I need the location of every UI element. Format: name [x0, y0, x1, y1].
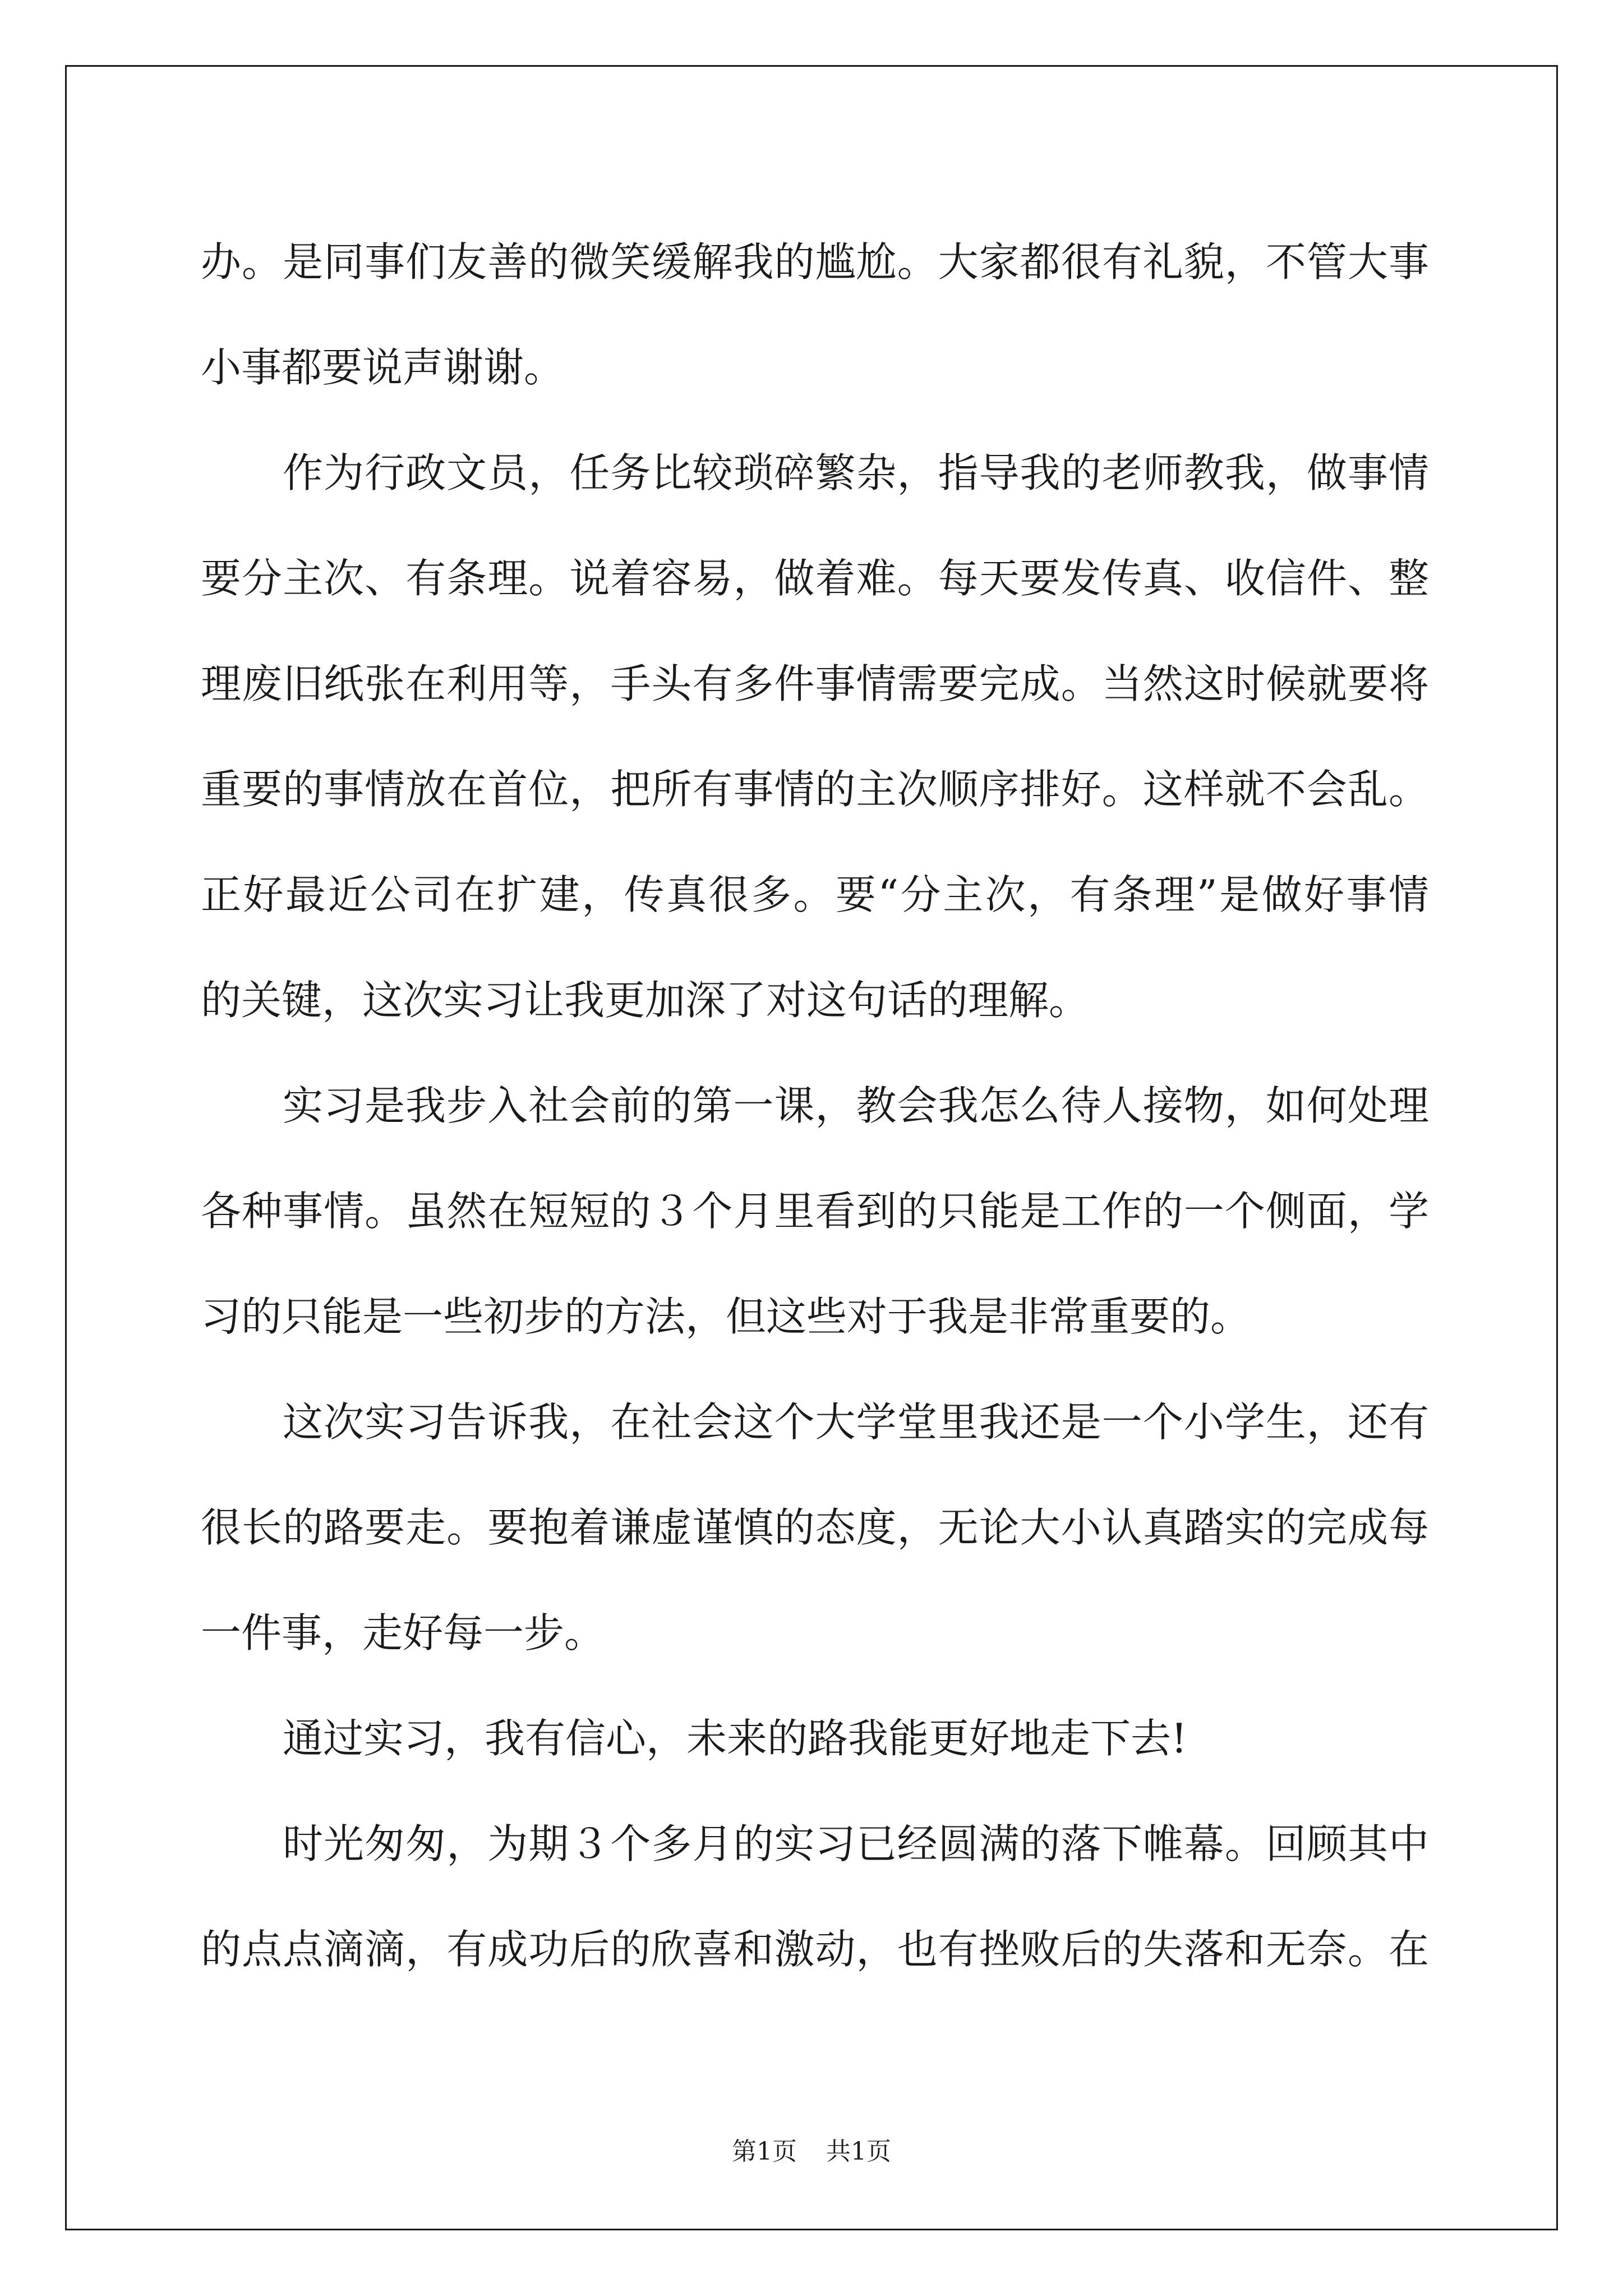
page-total: 共1页 [826, 2137, 891, 2166]
page-number: 第1页 [732, 2137, 797, 2166]
text-line: 通过实习，我有信心，未来的路我能更好地走下去! [283, 1715, 1187, 1762]
text-line: 的点点滴滴，有成功后的欣喜和激动，也有挫败后的失落和无奈。在 [201, 1926, 1429, 1973]
text-line: 一件事，走好每一步。 [201, 1609, 605, 1657]
text-line: 理废旧纸张在利用等，手头有多件事情需要完成。当然这时候就要将 [201, 660, 1429, 707]
text-line: 这次实习告诉我，在社会这个大学堂里我还是一个小学生，还有 [283, 1398, 1429, 1446]
text-line: 时光匆匆，为期３个多月的实习已经圆满的落下帷幕。回顾其中 [283, 1820, 1429, 1867]
text-line: 小事都要说声谢谢。 [201, 344, 565, 391]
text-line: 实习是我步入社会前的第一课，教会我怎么待人接物，如何处理 [283, 1082, 1429, 1129]
text-line: 作为行政文员，任务比较琐碎繁杂，指导我的老师教我，做事情 [283, 449, 1429, 496]
text-line: 重要的事情放在首位，把所有事情的主次顺序排好。这样就不会乱。 [201, 766, 1429, 813]
text-line: 要分主次、有条理。说着容易，做着难。每天要发传真、收信件、整 [201, 555, 1429, 602]
text-line: 很长的路要走。要抱着谦虚谨慎的态度，无论大小认真踏实的完成每 [201, 1504, 1429, 1551]
document-body [201, 209, 1429, 2002]
page-footer [0, 2135, 1623, 2169]
text-line: 习的只能是一些初步的方法，但这些对于我是非常重要的。 [201, 1293, 1251, 1340]
text-line: 各种事情。虽然在短短的３个月里看到的只能是工作的一个侧面，学 [201, 1188, 1429, 1235]
text-line: 正好最近公司在扩建，传真很多。要“分主次，有条理”是做好事情 [201, 871, 1429, 918]
text-line: 办。是同事们友善的微笑缓解我的尴尬。大家都很有礼貌，不管大事 [201, 238, 1429, 286]
text-line: 的关键，这次实习让我更加深了对这句话的理解。 [201, 977, 1090, 1024]
